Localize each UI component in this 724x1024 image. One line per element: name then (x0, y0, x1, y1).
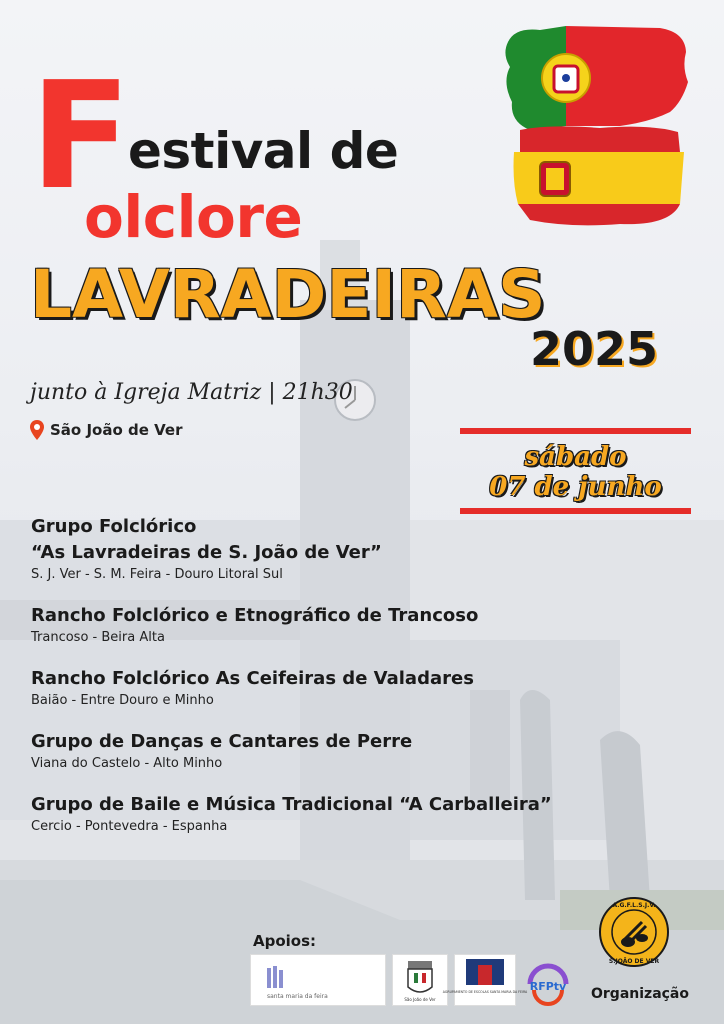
place-name: São João de Ver (50, 421, 183, 439)
sponsor-name: RFPtv (529, 980, 567, 993)
group-name: Rancho Folclórico e Etnográfico de Trancoso (31, 605, 479, 626)
group-location: Viana do Castelo - Alto Minho (31, 756, 223, 771)
group-name: Grupo de Baile e Música Tradicional “A Carballeira” (31, 794, 552, 815)
organization-badge-icon (598, 896, 670, 968)
groups-list (31, 514, 651, 855)
sponsor-logo-sao-joao-de-ver (392, 954, 448, 1006)
date-line-top (460, 428, 691, 434)
group-location: Cercio - Pontevedra - Espanha (31, 819, 228, 834)
location-pin-icon (30, 420, 44, 440)
group-location: S. J. Ver - S. M. Feira - Douro Litoral Sul (31, 567, 283, 582)
title-folclore: olclore (84, 183, 303, 251)
group-name-line2: “As Lavradeiras de S. João de Ver” (31, 542, 382, 563)
title-festival: estival de (128, 122, 399, 180)
badge-top-text: A.G.F.L.S.J.V. (612, 902, 656, 909)
spain-flag-icon (510, 122, 688, 230)
portugal-flag-icon (500, 22, 690, 132)
event-date (460, 428, 691, 516)
list-item (31, 729, 651, 772)
place (30, 420, 182, 440)
venue-time: junto à Igreja Matriz | 21h30 (30, 380, 353, 405)
sponsor-name: santa maria da feira (267, 993, 328, 1000)
sponsor-logo-santa-maria-feira (250, 954, 386, 1006)
title-initial-f: F (30, 50, 132, 222)
title-year: 2025 (530, 322, 659, 376)
group-location: Trancoso - Beira Alta (31, 630, 165, 645)
list-item (31, 514, 651, 583)
sponsor-name: AGRUPAMENTO DE ESCOLAS SANTA MARIA DA FEIRA (442, 990, 528, 994)
support-label: Apoios: (253, 932, 317, 950)
sponsor-name: São João de Ver (404, 997, 436, 1002)
date-weekday: sábado (524, 442, 627, 472)
badge-bottom-text: S.JOÃO DE VER (608, 958, 660, 965)
group-name: Rancho Folclórico As Ceifeiras de Valadares (31, 668, 474, 689)
list-item (31, 792, 651, 835)
list-item (31, 666, 651, 709)
group-name: Grupo Folclórico (31, 516, 197, 537)
group-name: Grupo de Danças e Cantares de Perre (31, 731, 413, 752)
date-day: 07 de junho (489, 472, 662, 502)
sponsor-logo-agrupamento-escolas (442, 954, 528, 1006)
group-location: Baião - Entre Douro e Minho (31, 693, 214, 708)
title-lavradeiras: LAVRADEIRAS (30, 256, 546, 333)
list-item (31, 603, 651, 646)
organization-label: Organização (591, 986, 689, 1002)
sponsor-logos (250, 954, 574, 1006)
sponsor-logo-rfptv (522, 954, 574, 1006)
